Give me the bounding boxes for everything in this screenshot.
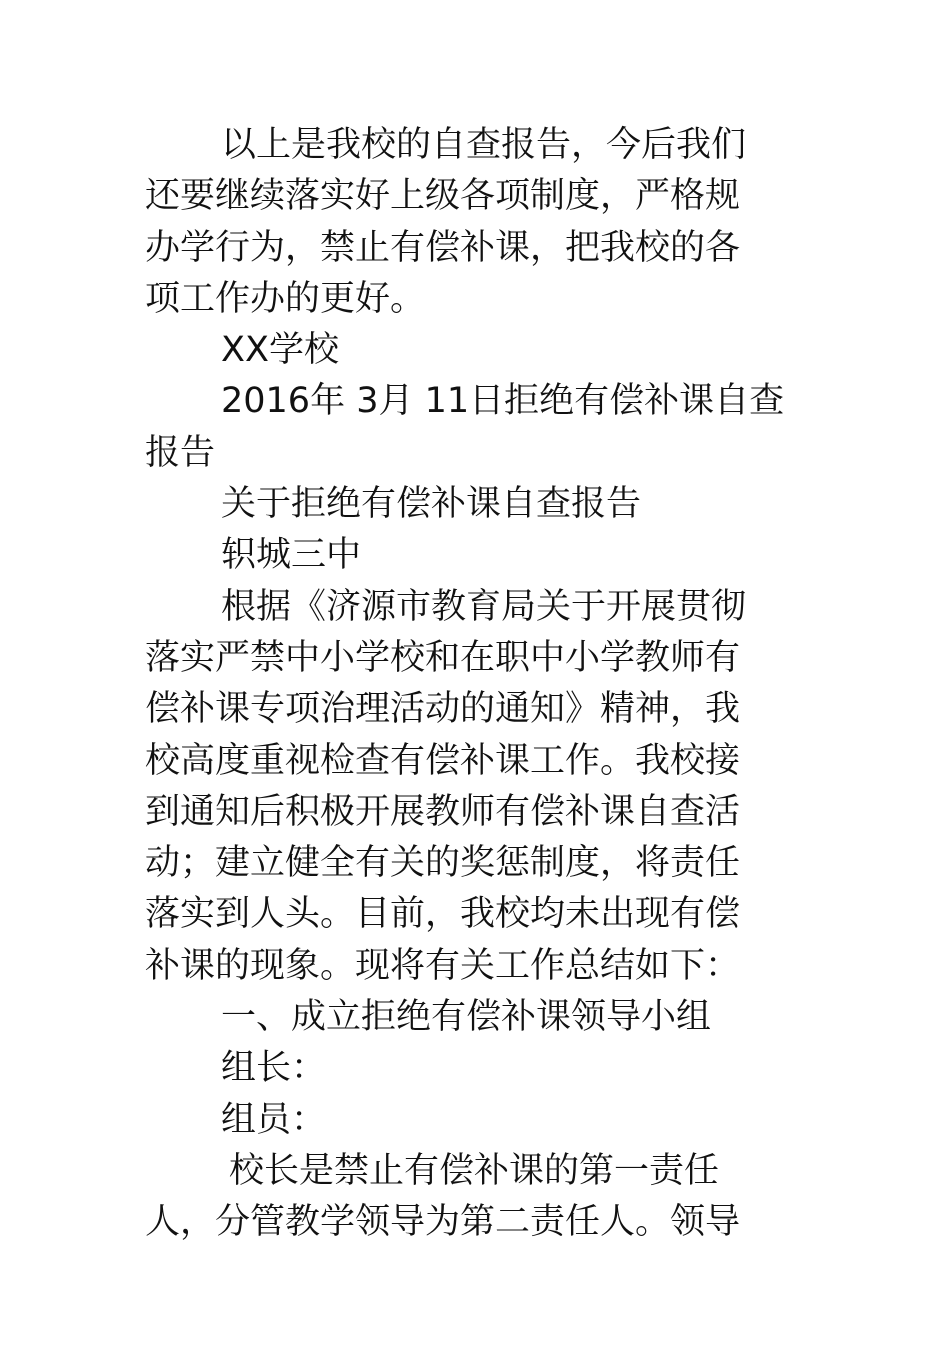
paragraph-line-2: 还要继续落实好上级各项制度，严格规 — [145, 176, 741, 217]
body-line-4: 校高度重视检查有偿补课工作。我校接 — [145, 740, 741, 781]
paragraph-line-3: 办学行为，禁止有偿补课，把我校的各 — [145, 227, 741, 268]
body-line-5: 到通知后积极开展教师有偿补课自查活 — [145, 791, 741, 832]
document-body — [145, 120, 805, 1249]
responsibility-line-2: 人，分管教学领导为第二责任人。领导 — [145, 1202, 741, 1243]
paragraph-line-1: 以上是我校的自查报告，今后我们 — [221, 125, 747, 165]
paragraph-line-4: 项工作办的更好。 — [145, 278, 426, 319]
body-line-2: 落实严禁中小学校和在职中小学教师有 — [145, 637, 741, 678]
date-title-line: 2016年 3月 11日拒绝有偿补课自查 — [221, 381, 785, 422]
date-title-line-cont: 报告 — [145, 432, 216, 473]
group-members-label: 组员： — [221, 1099, 327, 1140]
body-line-6: 动；建立健全有关的奖惩制度，将责任 — [145, 843, 741, 884]
responsibility-line-1: 校长是禁止有偿补课的第一责任 — [229, 1150, 720, 1191]
section-heading: 一、成立拒绝有偿补课领导小组 — [221, 997, 712, 1038]
body-line-7: 落实到人头。目前，我校均未出现有偿 — [145, 894, 741, 935]
body-line-3: 偿补课专项治理活动的通知》精神，我 — [145, 689, 741, 730]
group-leader-label: 组长： — [221, 1048, 327, 1089]
report-title: 关于拒绝有偿补课自查报告 — [221, 484, 642, 525]
signature-school: XX学校 — [221, 330, 339, 371]
school-name: 轵城三中 — [221, 535, 362, 576]
body-line-8: 补课的现象。现将有关工作总结如下： — [145, 945, 741, 986]
body-line-1: 根据《济源市教育局关于开展贯彻 — [221, 586, 747, 627]
